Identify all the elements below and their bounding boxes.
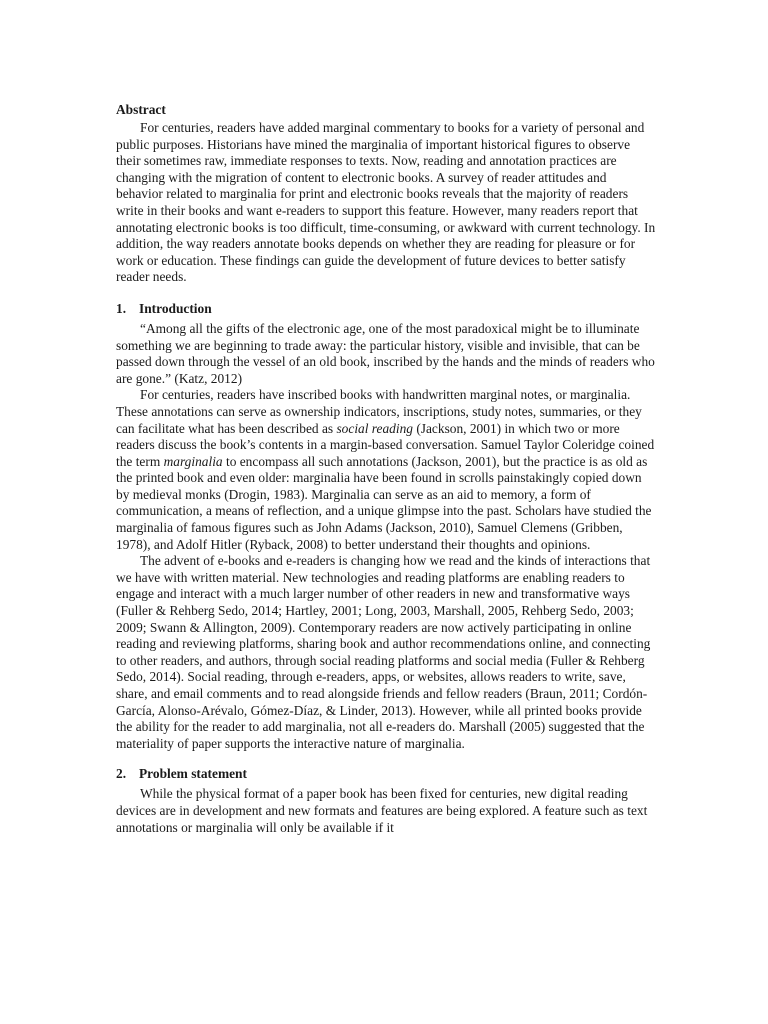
abstract-paragraph: For centuries, readers have added marginal commentary to books for a variety of personal and public purposes. Historians have mined the marginalia of important historical figures to observe their sometimes raw, immediate responses to texts. Now, reading and annotation practices are changing with the migration of content to electronic books. A survey of reader attitudes and behavior related to marginalia for print and electronic books reveals that the majority of readers write in their books and want e-readers to support this feature. However, many readers report that annotating electronic books is too difficult, time-consuming, or awkward with current technology. In addition, the way readers annotate books depends on whether they are reading for pleasure or for work or education. These findings can guide the development of future devices to better satisfy reader needs. bbox=[116, 120, 656, 285]
spacer bbox=[116, 286, 656, 299]
text-run: (Jackson, 2001) in which two or more readers discuss the book’s contents in a margin-based conversation. Samuel Taylor Coleridge coined the term bbox=[116, 420, 655, 469]
intro-quote-paragraph: “Among all the gifts of the electronic age, one of the most paradoxical might be to illuminate something we are beginning to trade away: the particular history, visible and invisible, that can be passed down through the vessel of an old book, inscribed by the hands and the minds of readers who are gone.” (Katz, 2012) bbox=[116, 320, 655, 386]
section-number: 1. bbox=[116, 300, 127, 316]
section-number: 2. bbox=[116, 766, 127, 782]
section-title: Problem statement bbox=[139, 766, 247, 782]
section-heading-problem-statement bbox=[116, 764, 656, 784]
document-page bbox=[116, 100, 656, 836]
section-title: Introduction bbox=[139, 300, 212, 316]
problem-paragraph-1: While the physical format of a paper book has been fixed for centuries, new digital reading devices are in development and new formats and features are being explored. A feature such as text annotations or marginalia will only be available if it bbox=[116, 786, 648, 835]
emphasis-marginalia: marginalia bbox=[163, 453, 223, 469]
emphasis-social-reading: social reading bbox=[336, 420, 413, 436]
intro-paragraph-2 bbox=[116, 387, 656, 553]
abstract-heading: Abstract bbox=[116, 102, 166, 117]
section-heading-introduction bbox=[116, 299, 656, 319]
spacer bbox=[116, 752, 656, 764]
text-run: to encompass all such annotations (Jackson, 2001), but the practice is as old as the printed book and even older: marginalia have been found in scrolls painstakingly copied down by medieval monks (Drogin, 1983). Marginalia can serve as an aid to memory, a form of communication, a means of reflection, and a unique glimpse into the past. Scholars have studied the marginalia of famous figures such as John Adams (Jackson, 2010), Samuel Clemens (Gribben, 1978), and Adolf Hitler (Ryback, 2008) to better understand their thoughts and opinions. bbox=[116, 453, 652, 552]
text-run: For centuries, readers have inscribed books with handwritten marginal notes, or marginalia. These annotations can serve as ownership indicators, inscriptions, study notes, summaries, or they can facilitate what has been described as bbox=[116, 387, 642, 436]
intro-paragraph-3: The advent of e-books and e-readers is changing how we read and the kinds of interactions that we have with written material. New technologies and reading platforms are enabling readers to engage and interact with a much larger number of other readers in new and transformative ways (Fuller & Rehberg Sedo, 2014; Hartley, 2001; Long, 2003, Marshall, 2005, Rehberg Sedo, 2003; 2009; Swann & Allington, 2009). Contemporary readers are now actively participating in online reading and reviewing platforms, sharing book and author recommendations online, and connecting to other readers, and authors, through social reading platforms and social media (Fuller & Rehberg Sedo, 2014). Social reading, through e-readers, apps, or websites, allows readers to write, save, share, and email comments and to read alongside friends and fellow readers (Braun, 2011; Cordón-García, Alonso-Arévalo, Gómez-Díaz, & Linder, 2013). However, while all printed books provide the ability for the reader to add marginalia, not all e-readers do. Marshall (2005) suggested that the materiality of paper supports the interactive nature of marginalia. bbox=[116, 553, 651, 751]
